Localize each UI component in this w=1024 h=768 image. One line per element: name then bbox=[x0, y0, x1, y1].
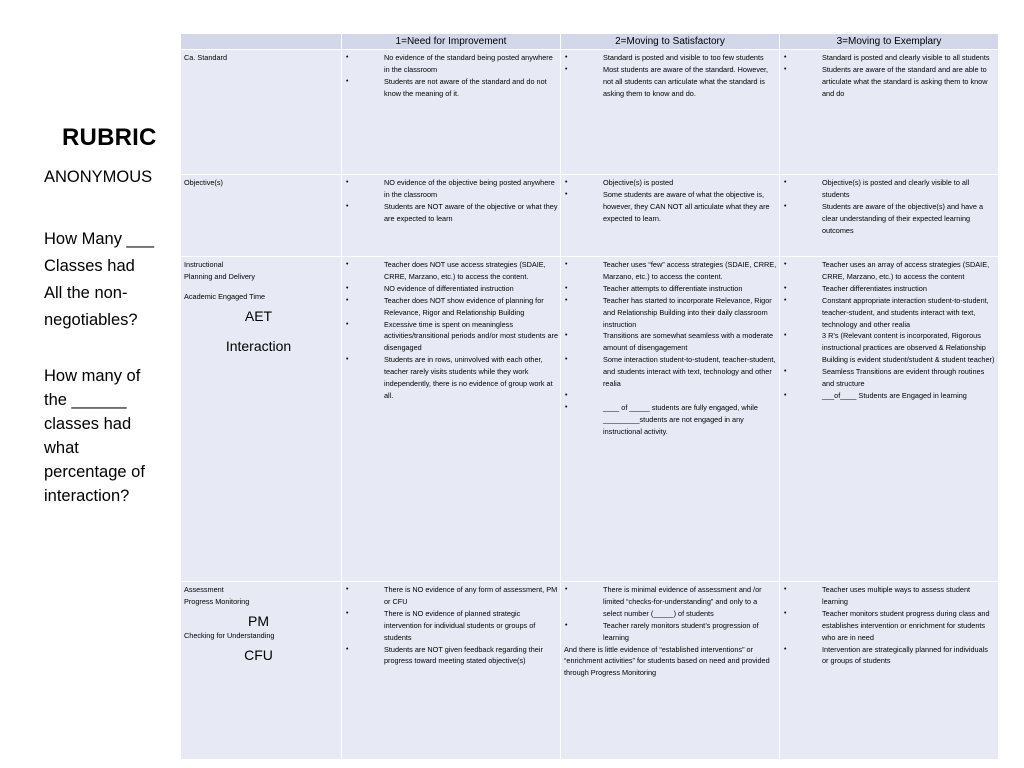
descriptor-note: And there is little evidence of “established interventions” or “enrichment activities” for students based on need and provided through Progress Monitoring bbox=[564, 644, 770, 678]
question-line: How many of bbox=[44, 367, 141, 385]
descriptor-list bbox=[561, 582, 779, 644]
question-line: percentage of bbox=[44, 463, 145, 481]
descriptor-item: • Some students are aware of what the objective is, however, they CAN NOT all articulate what they are expected to learn. bbox=[561, 189, 777, 225]
criteria-abbreviation: Interaction bbox=[225, 337, 292, 354]
level-2-cell bbox=[561, 257, 780, 582]
descriptor-item: • Teacher does NOT show evidence of planning for Relevance, Rigor and Relationship Building bbox=[342, 295, 558, 319]
level-1-cell bbox=[342, 175, 561, 257]
descriptor-item: • Students are NOT aware of the objective or what they are expected to learn bbox=[342, 201, 558, 225]
criteria-spacer bbox=[184, 325, 341, 333]
level-1-cell bbox=[342, 257, 561, 582]
header-level-2: 2=Moving to Satisfactory bbox=[561, 34, 780, 50]
criteria-label: Checking for Understanding bbox=[184, 630, 275, 640]
level-2-cell bbox=[561, 582, 780, 760]
anonymous-label: ANONYMOUS bbox=[44, 168, 153, 186]
level-3-cell bbox=[780, 582, 999, 760]
level-1-cell bbox=[342, 50, 561, 175]
descriptor-item: • Excessive time is spent on meaningless activities/transitional periods and/or most students are disengaged bbox=[342, 319, 558, 355]
descriptor-item: • NO evidence of differentiated instruction bbox=[342, 283, 558, 295]
descriptor-list bbox=[780, 175, 998, 237]
level-2-cell bbox=[561, 50, 780, 175]
descriptor-list bbox=[780, 257, 998, 402]
question-non-negotiables bbox=[44, 226, 176, 334]
header-level-1: 1=Need for Improvement bbox=[342, 34, 561, 50]
rubric-row-standard bbox=[181, 50, 999, 175]
criteria-label: Academic Engaged Time bbox=[184, 291, 266, 301]
descriptor-item: • ____ of _____ students are fully engaged, while _________students are not engaged in any instructional activity. bbox=[561, 402, 777, 438]
descriptor-item: • Objective(s) is posted and clearly visible to all students bbox=[780, 177, 996, 201]
descriptor-item: • Students are in rows, uninvolved with each other, teacher rarely visits students while they work independently, there is no evidence of group work at all. bbox=[342, 354, 558, 402]
question-line: classes had bbox=[44, 415, 132, 433]
descriptor-item: • Teacher monitors student progress during class and establishes intervention or enrichment for students who are in need bbox=[780, 608, 996, 644]
question-line: All the non- bbox=[44, 284, 128, 302]
rubric-table bbox=[180, 33, 999, 760]
descriptor-list bbox=[561, 257, 779, 438]
descriptor-list bbox=[342, 582, 560, 667]
header-criteria bbox=[181, 34, 342, 50]
descriptor-item: • Teacher uses an array of access strategies (SDAIE, CRRE, Marzano, etc.) to access the content bbox=[780, 259, 996, 283]
descriptor-item: • Standard is posted and visible to too few students bbox=[561, 52, 777, 64]
criteria-cell bbox=[181, 257, 342, 582]
descriptor-item: • Constant appropriate interaction student-to-student, teacher-student, and students interact with text, technology and other realia bbox=[780, 295, 996, 331]
descriptor-item: • Seamless Transitions are evident through routines and structure bbox=[780, 366, 996, 390]
descriptor-item: • Students are not aware of the standard and do not know the meaning of it. bbox=[342, 76, 558, 100]
level-3-cell bbox=[780, 50, 999, 175]
descriptor-item: • Students are NOT given feedback regarding their progress toward meeting stated objective(s) bbox=[342, 644, 558, 668]
descriptor-item: • Intervention are strategically planned for individuals or groups of students bbox=[780, 644, 996, 668]
question-interaction bbox=[44, 364, 174, 508]
level-3-cell bbox=[780, 257, 999, 582]
descriptor-item: • No evidence of the standard being posted anywhere in the classroom bbox=[342, 52, 558, 76]
header-row bbox=[181, 34, 999, 50]
criteria-cell bbox=[181, 582, 342, 760]
question-line: negotiables? bbox=[44, 311, 138, 329]
criteria-label: Progress Monitoring bbox=[184, 596, 250, 606]
descriptor-list bbox=[342, 50, 560, 100]
rubric-row-objective bbox=[181, 175, 999, 257]
level-1-cell bbox=[342, 582, 561, 760]
descriptor-item: • Teacher differentiates instruction bbox=[780, 283, 996, 295]
descriptor-item: • Teacher rarely monitors student’s progression of learning bbox=[561, 620, 777, 644]
question-line: How Many ___ bbox=[44, 230, 155, 248]
sidebar bbox=[0, 0, 178, 768]
descriptor-item: • ___of____ Students are Engaged in learning bbox=[780, 390, 996, 402]
question-line: interaction? bbox=[44, 487, 130, 505]
descriptor-list bbox=[561, 50, 779, 100]
criteria-abbreviation: CFU bbox=[244, 646, 273, 663]
descriptor-item: • Teacher does NOT use access strategies (SDAIE, CRRE, Marzano, etc.) to access the content. bbox=[342, 259, 558, 283]
criteria-abbreviation: PM bbox=[248, 612, 269, 629]
descriptor-item: • Some interaction student-to-student, teacher-student, and students interact with text, technology and other realia bbox=[561, 354, 777, 390]
level-3-cell bbox=[780, 175, 999, 257]
descriptor-item: • 3 R’s (Relevant content is incorporated, Rigorous instructional practices are observed & Relationship Building is evident student/student & student teacher) bbox=[780, 330, 996, 366]
level-2-cell bbox=[561, 175, 780, 257]
descriptor-item: • Transitions are somewhat seamless with a moderate amount of disengagement bbox=[561, 330, 777, 354]
criteria-label: Assessment bbox=[184, 585, 224, 594]
criteria-cell bbox=[181, 175, 342, 257]
descriptor-item: • Teacher uses “few” access strategies (SDAIE, CRRE, Marzano, etc.) to access the content. bbox=[561, 259, 777, 283]
descriptor-list bbox=[780, 50, 998, 100]
descriptor-item: • Teacher uses multiple ways to assess student learning bbox=[780, 584, 996, 608]
descriptor-item: • There is NO evidence of any form of assessment, PM or CFU bbox=[342, 584, 558, 608]
descriptor-item: • There is NO evidence of planned strategic intervention for individual students or groups of students bbox=[342, 608, 558, 644]
descriptor-list bbox=[342, 175, 560, 225]
criteria-cell bbox=[181, 50, 342, 175]
criteria-label: Objective(s) bbox=[184, 178, 223, 187]
criteria-spacer bbox=[184, 283, 341, 291]
question-line: what bbox=[44, 439, 79, 457]
descriptor-item: • Most students are aware of the standard. However, not all students can articulate what the standard is asking them to know and do. bbox=[561, 64, 777, 100]
descriptor-list bbox=[342, 257, 560, 402]
header-level-3: 3=Moving to Exemplary bbox=[780, 34, 999, 50]
descriptor-item: • Teacher has started to incorporate Relevance, Rigor and Relationship Building into their daily classroom instruction bbox=[561, 295, 777, 331]
descriptor-item: • NO evidence of the objective being posted anywhere in the classroom bbox=[342, 177, 558, 201]
rubric-row-instruction bbox=[181, 257, 999, 582]
descriptor-list bbox=[780, 582, 998, 667]
criteria-label: Instructional bbox=[184, 260, 224, 269]
descriptor-item: • Standard is posted and clearly visible to all students bbox=[780, 52, 996, 64]
descriptor-item: • There is minimal evidence of assessment and /or limited “checks-for-understanding” and only to a select number (_____) of students bbox=[561, 584, 777, 620]
rubric-row-assessment bbox=[181, 582, 999, 760]
criteria-label: Ca. Standard bbox=[184, 53, 227, 62]
criteria-label: Planning and Delivery bbox=[184, 271, 255, 281]
question-line: the ______ bbox=[44, 391, 127, 409]
descriptor-item: • Students are aware of the standard and are able to articulate what the standard is asking them to know and do bbox=[780, 64, 996, 100]
page-title: RUBRIC bbox=[62, 124, 157, 151]
descriptor-item: • Students are aware of the objective(s) and have a clear understanding of their expected learning outcomes bbox=[780, 201, 996, 237]
criteria-abbreviation: AET bbox=[244, 307, 273, 324]
descriptor-item bbox=[561, 390, 777, 402]
descriptor-list bbox=[561, 175, 779, 225]
descriptor-item: • Objective(s) is posted bbox=[561, 177, 777, 189]
descriptor-item: • Teacher attempts to differentiate instruction bbox=[561, 283, 777, 295]
question-line: Classes had bbox=[44, 257, 135, 275]
